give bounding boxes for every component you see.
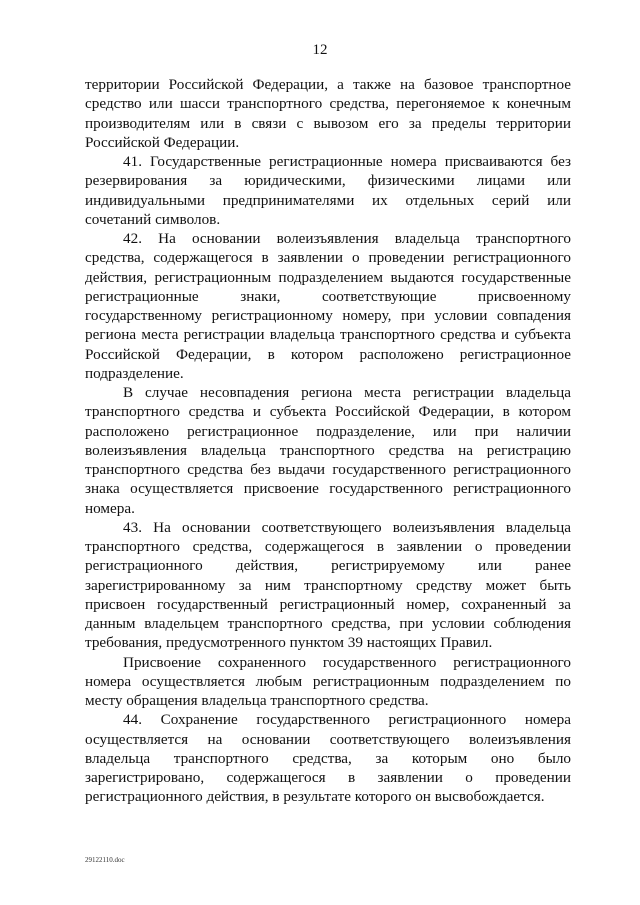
paragraph-42-continued: В случае несовпадения региона места регистрации владельца транспортного средства и субъекта Российской Федерации, в котором расположено регистрационное подразделение, или при наличии волеизъявления владельца транспортного средства на регистрацию транспортного средства без выдачи государственного регистрационного знака осуществляется присвоение государственного регистрационного номера. [85, 384, 571, 517]
paragraph-43: 43. На основании соответствующего волеизъявления владельца транспортного средства, содержащегося в заявлении о проведении регистрационного действия, регистрируемому или ранее зарегистрированному за ним транспортному средству может быть присвоен государственный регистрационный номер, сохраненный за данным владельцем транспортного средства, при условии соблюдения требования, предусмотренного пунктом 39 настоящих Правил. [85, 518, 571, 652]
paragraph-44: 44. Сохранение государственного регистрационного номера осуществляется на основании соответствующего волеизъявления владельца транспортного средства, за которым оно было зарегистрировано, содержащегося в заявлении о проведении регистрационного действия, в результате которого он высвобождается. [85, 711, 571, 806]
page-number: 12 [312, 42, 328, 58]
footer-file-name: 29122110.doc [85, 856, 125, 864]
paragraph-41: 41. Государственные регистрационные номера присваиваются без резервирования за юридическими, физическими лицами или индивидуальными предпринимателями их отдельных серий или сочетаний символов. [85, 153, 571, 228]
document-body [85, 75, 571, 807]
paragraph-continued: территории Российской Федерации, а также на базовое транспортное средство или шасси транспортного средства, перегоняемое к конечным производителям или в связи с вывозом его за пределы территории Российской Федерации. [85, 76, 571, 151]
paragraph-43-continued: Присвоение сохраненного государственного регистрационного номера осуществляется любым регистрационным подразделением по месту обращения владельца транспортного средства. [85, 653, 571, 709]
paragraph-42: 42. На основании волеизъявления владельца транспортного средства, содержащегося в заявлении о проведении регистрационного действия, регистрационным подразделением выдаются государственные регистрационные знаки, соответствующие присвоенному государственному регистрационному номеру, при условии совпадения региона места регистрации владельца транспортного средства и субъекта Российской Федерации, в котором расположено регистрационное подразделение. [85, 230, 571, 382]
